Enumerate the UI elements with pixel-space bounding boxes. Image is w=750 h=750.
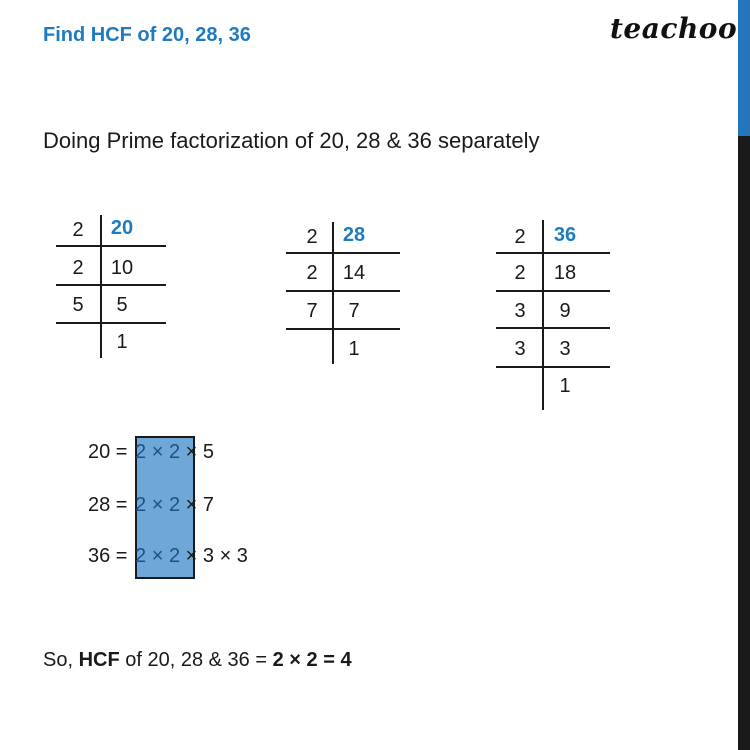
page-title: Find HCF of 20, 28, 36: [43, 24, 251, 46]
divisor: 3: [514, 338, 526, 360]
equation-lhs: 28 =: [88, 494, 128, 516]
column-divider: [100, 215, 102, 358]
intro-text: Doing Prime factorization of 20, 28 & 36 separately: [43, 128, 540, 153]
divisor: 2: [514, 262, 526, 284]
equation-28: [88, 494, 214, 517]
row-divider: [496, 327, 610, 329]
teachoo-logo: teachoo: [610, 12, 738, 45]
scrollbar-thumb[interactable]: [738, 0, 750, 136]
conclusion-prefix: So,: [43, 649, 74, 671]
conclusion-result: 2 × 2 = 4: [272, 649, 352, 671]
common-factor: 2 × 2: [135, 441, 181, 463]
scrollbar-lower-track[interactable]: [738, 136, 750, 750]
conclusion-middle: of 20, 28 & 36 =: [125, 649, 268, 671]
common-factor: 2 × 2: [135, 545, 181, 567]
quotient: 18: [553, 262, 577, 284]
equation-20: [88, 441, 214, 464]
divisor: 2: [514, 226, 526, 248]
divisor: 2: [72, 257, 84, 279]
divisor: 5: [72, 294, 84, 316]
common-factor: 2 × 2: [135, 494, 181, 516]
quotient: 5: [116, 294, 128, 316]
quotient: 14: [342, 262, 366, 284]
dividend: 20: [110, 217, 134, 239]
dividend: 28: [342, 224, 366, 246]
quotient: 1: [348, 338, 360, 360]
divisor: 3: [514, 300, 526, 322]
divisor: 2: [306, 262, 318, 284]
equation-36: [88, 545, 248, 568]
row-divider: [496, 290, 610, 292]
equation-rest: × 3 × 3: [185, 545, 248, 567]
conclusion: [43, 649, 352, 672]
row-divider: [496, 252, 610, 254]
quotient: 10: [110, 257, 134, 279]
divisor: 2: [306, 226, 318, 248]
equation-lhs: 36 =: [88, 545, 128, 567]
quotient: 7: [348, 300, 360, 322]
divisor: 2: [72, 219, 84, 241]
column-divider: [542, 220, 544, 410]
row-divider: [496, 366, 610, 368]
row-divider: [56, 322, 166, 324]
row-divider: [56, 284, 166, 286]
equation-lhs: 20 =: [88, 441, 128, 463]
row-divider: [56, 245, 166, 247]
quotient: 3: [559, 338, 571, 360]
quotient: 1: [116, 331, 128, 353]
column-divider: [332, 222, 334, 364]
quotient: 9: [559, 300, 571, 322]
quotient: 1: [559, 375, 571, 397]
equation-rest: × 5: [185, 441, 215, 463]
row-divider: [286, 252, 400, 254]
row-divider: [286, 328, 400, 330]
divisor: 7: [306, 300, 318, 322]
equation-rest: × 7: [185, 494, 215, 516]
conclusion-hcf: HCF: [78, 649, 120, 671]
row-divider: [286, 290, 400, 292]
dividend: 36: [553, 224, 577, 246]
